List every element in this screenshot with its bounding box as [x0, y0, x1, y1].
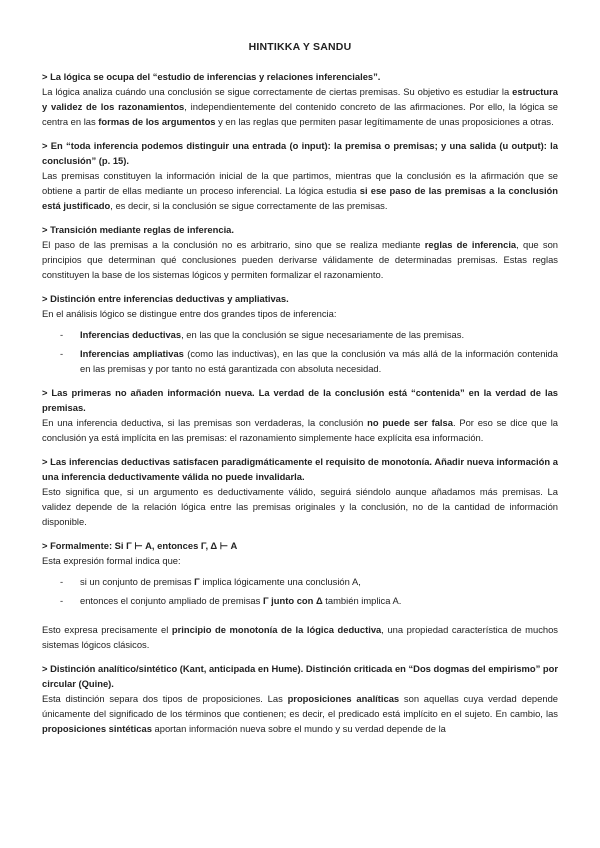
section-heading: > Distinción analítico/sintético (Kant, anticipada en Hume). Distinción criticada en “Dos dogmas del empirismo” por circular (Quine).	[42, 663, 558, 689]
bold-text: proposiciones sintéticas	[42, 723, 152, 734]
text-run: , una propiedad característica de muchos sistemas lógicos clásicos.	[42, 624, 558, 650]
section-body	[42, 237, 558, 282]
text-run: En el análisis lógico se distingue entre dos grandes tipos de inferencia:	[42, 308, 337, 319]
section	[42, 538, 558, 652]
bold-text: Γ	[194, 576, 200, 587]
dash-list	[42, 327, 558, 376]
document-page	[42, 40, 558, 745]
text-run: La lógica analiza cuándo una conclusión se sigue correctamente de ciertas premisas. Su objetivo es estudiar la	[42, 86, 513, 97]
text-run: , que son principios que determinan qué conclusiones pueden derivarse válidamente de determinadas premisas. Estas reglas constituyen la base de los sistemas lógicos y permiten formalizar el razonamiento.	[42, 239, 559, 280]
section-heading: > Distinción entre inferencias deductivas y ampliativas.	[42, 293, 289, 304]
text-run: aportan información nueva sobre el mundo y su verdad depende de la	[151, 723, 446, 734]
section-heading: > Formalmente: Si Γ ⊢ A, entonces Γ, Δ ⊢ A	[42, 540, 238, 551]
text-run: Esto expresa precisamente el	[42, 624, 172, 635]
bold-text: principio de monotonía de la lógica deductiva	[171, 624, 382, 635]
text-run: son aquellas cuya verdad depende únicamente del significado de los términos que contienen; es decir, el predicado está implícito en el sujeto. En cambio, las	[42, 693, 558, 719]
text-run: Las premisas constituyen la información inicial de la que partimos, mientras que la conclusión es la afirmación que se obtiene a partir de ellas mediante un proceso inferencial. La lógica estudia	[42, 170, 558, 196]
list-item	[42, 346, 558, 376]
section-heading: > En “toda inferencia podemos distinguir una entrada (o input): la premisa o premisas; y una salida (u output): la conclusión” (p. 15).	[42, 140, 558, 166]
text-run: Esto significa que, si un argumento es deductivamente válido, seguirá siéndolo aunque añadamos más premisas. La validez depende de la relación lógica entre las premisas originales y la conclusión, no de la cantidad de información disponible.	[42, 486, 558, 527]
section	[42, 454, 558, 529]
text-run: En una inferencia deductiva, si las premisas son verdaderas, la conclusión	[42, 417, 368, 428]
section-body	[42, 553, 558, 568]
text-run: , independientemente del contenido concreto de las afirmaciones. Por ello, la lógica se centra en las	[42, 101, 558, 127]
text-run: (como las inductivas), en las que la conclusión va más allá de la información contenida en las premisas y por tanto no está garantizada con absoluta necesidad.	[80, 348, 558, 374]
section	[42, 69, 558, 129]
text-run: , en las que la conclusión se sigue necesariamente de las premisas.	[181, 329, 465, 340]
text-run: entonces el conjunto ampliado de premisas	[80, 595, 263, 606]
section-body	[42, 415, 558, 445]
list-item	[42, 574, 558, 589]
bold-text: si ese paso de las premisas a la conclusión está justificado	[42, 185, 558, 211]
text-run: . Por eso se dice que la conclusión ya está implícita en las premisas: el razonamiento simplemente hace explícita esa información.	[42, 417, 558, 443]
section-heading: > La lógica se ocupa del “estudio de inferencias y relaciones inferenciales”.	[42, 71, 381, 82]
section	[42, 385, 558, 445]
dash-list	[42, 574, 558, 608]
text-run: El paso de las premisas a la conclusión no es arbitrario, sino que se realiza mediante	[42, 239, 425, 250]
text-run: , es decir, si la conclusión se sigue correctamente de las premisas.	[110, 200, 388, 211]
bold-text: no puede ser falsa	[367, 417, 453, 428]
section-body	[42, 484, 558, 529]
bold-text: estructura y validez de los razonamientos	[42, 86, 558, 112]
bold-text: formas de los argumentos	[98, 116, 216, 127]
bold-text: reglas de inferencia	[424, 239, 517, 250]
section-body	[42, 84, 558, 129]
section-body-after	[42, 622, 558, 652]
bold-text: Inferencias ampliativas	[80, 348, 184, 359]
text-run: Esta expresión formal indica que:	[42, 555, 181, 566]
section-body	[42, 306, 558, 321]
list-item	[42, 327, 558, 342]
section	[42, 661, 558, 736]
bold-text: proposiciones analíticas	[287, 693, 400, 704]
text-run: Esta distinción separa dos tipos de proposiciones. Las	[42, 693, 288, 704]
bold-text: Γ junto con Δ	[262, 595, 323, 606]
section	[42, 138, 558, 213]
text-run: si un conjunto de premisas	[80, 576, 195, 587]
section-body	[42, 691, 558, 736]
text-run: también implica A.	[322, 595, 402, 606]
list-item	[42, 593, 558, 608]
section-heading: > Las inferencias deductivas satisfacen paradigmáticamente el requisito de monotonía. Añadir nueva información a una inferencia deductivamente válida no puede invalidarla.	[42, 456, 558, 482]
bold-text: Inferencias deductivas	[80, 329, 182, 340]
section-body	[42, 168, 558, 213]
section-heading: > Las primeras no añaden información nueva. La verdad de la conclusión está “contenida” en la verdad de las premisas.	[42, 387, 558, 413]
section	[42, 222, 558, 282]
section-heading: > Transición mediante reglas de inferencia.	[42, 224, 234, 235]
text-run: y en las reglas que permiten pasar legítimamente de unas proposiciones a otras.	[215, 116, 554, 127]
text-run: implica lógicamente una conclusión A,	[199, 576, 361, 587]
document-title: HINTIKKA Y SANDU	[248, 41, 352, 53]
section	[42, 291, 558, 376]
sections-container	[42, 69, 558, 736]
